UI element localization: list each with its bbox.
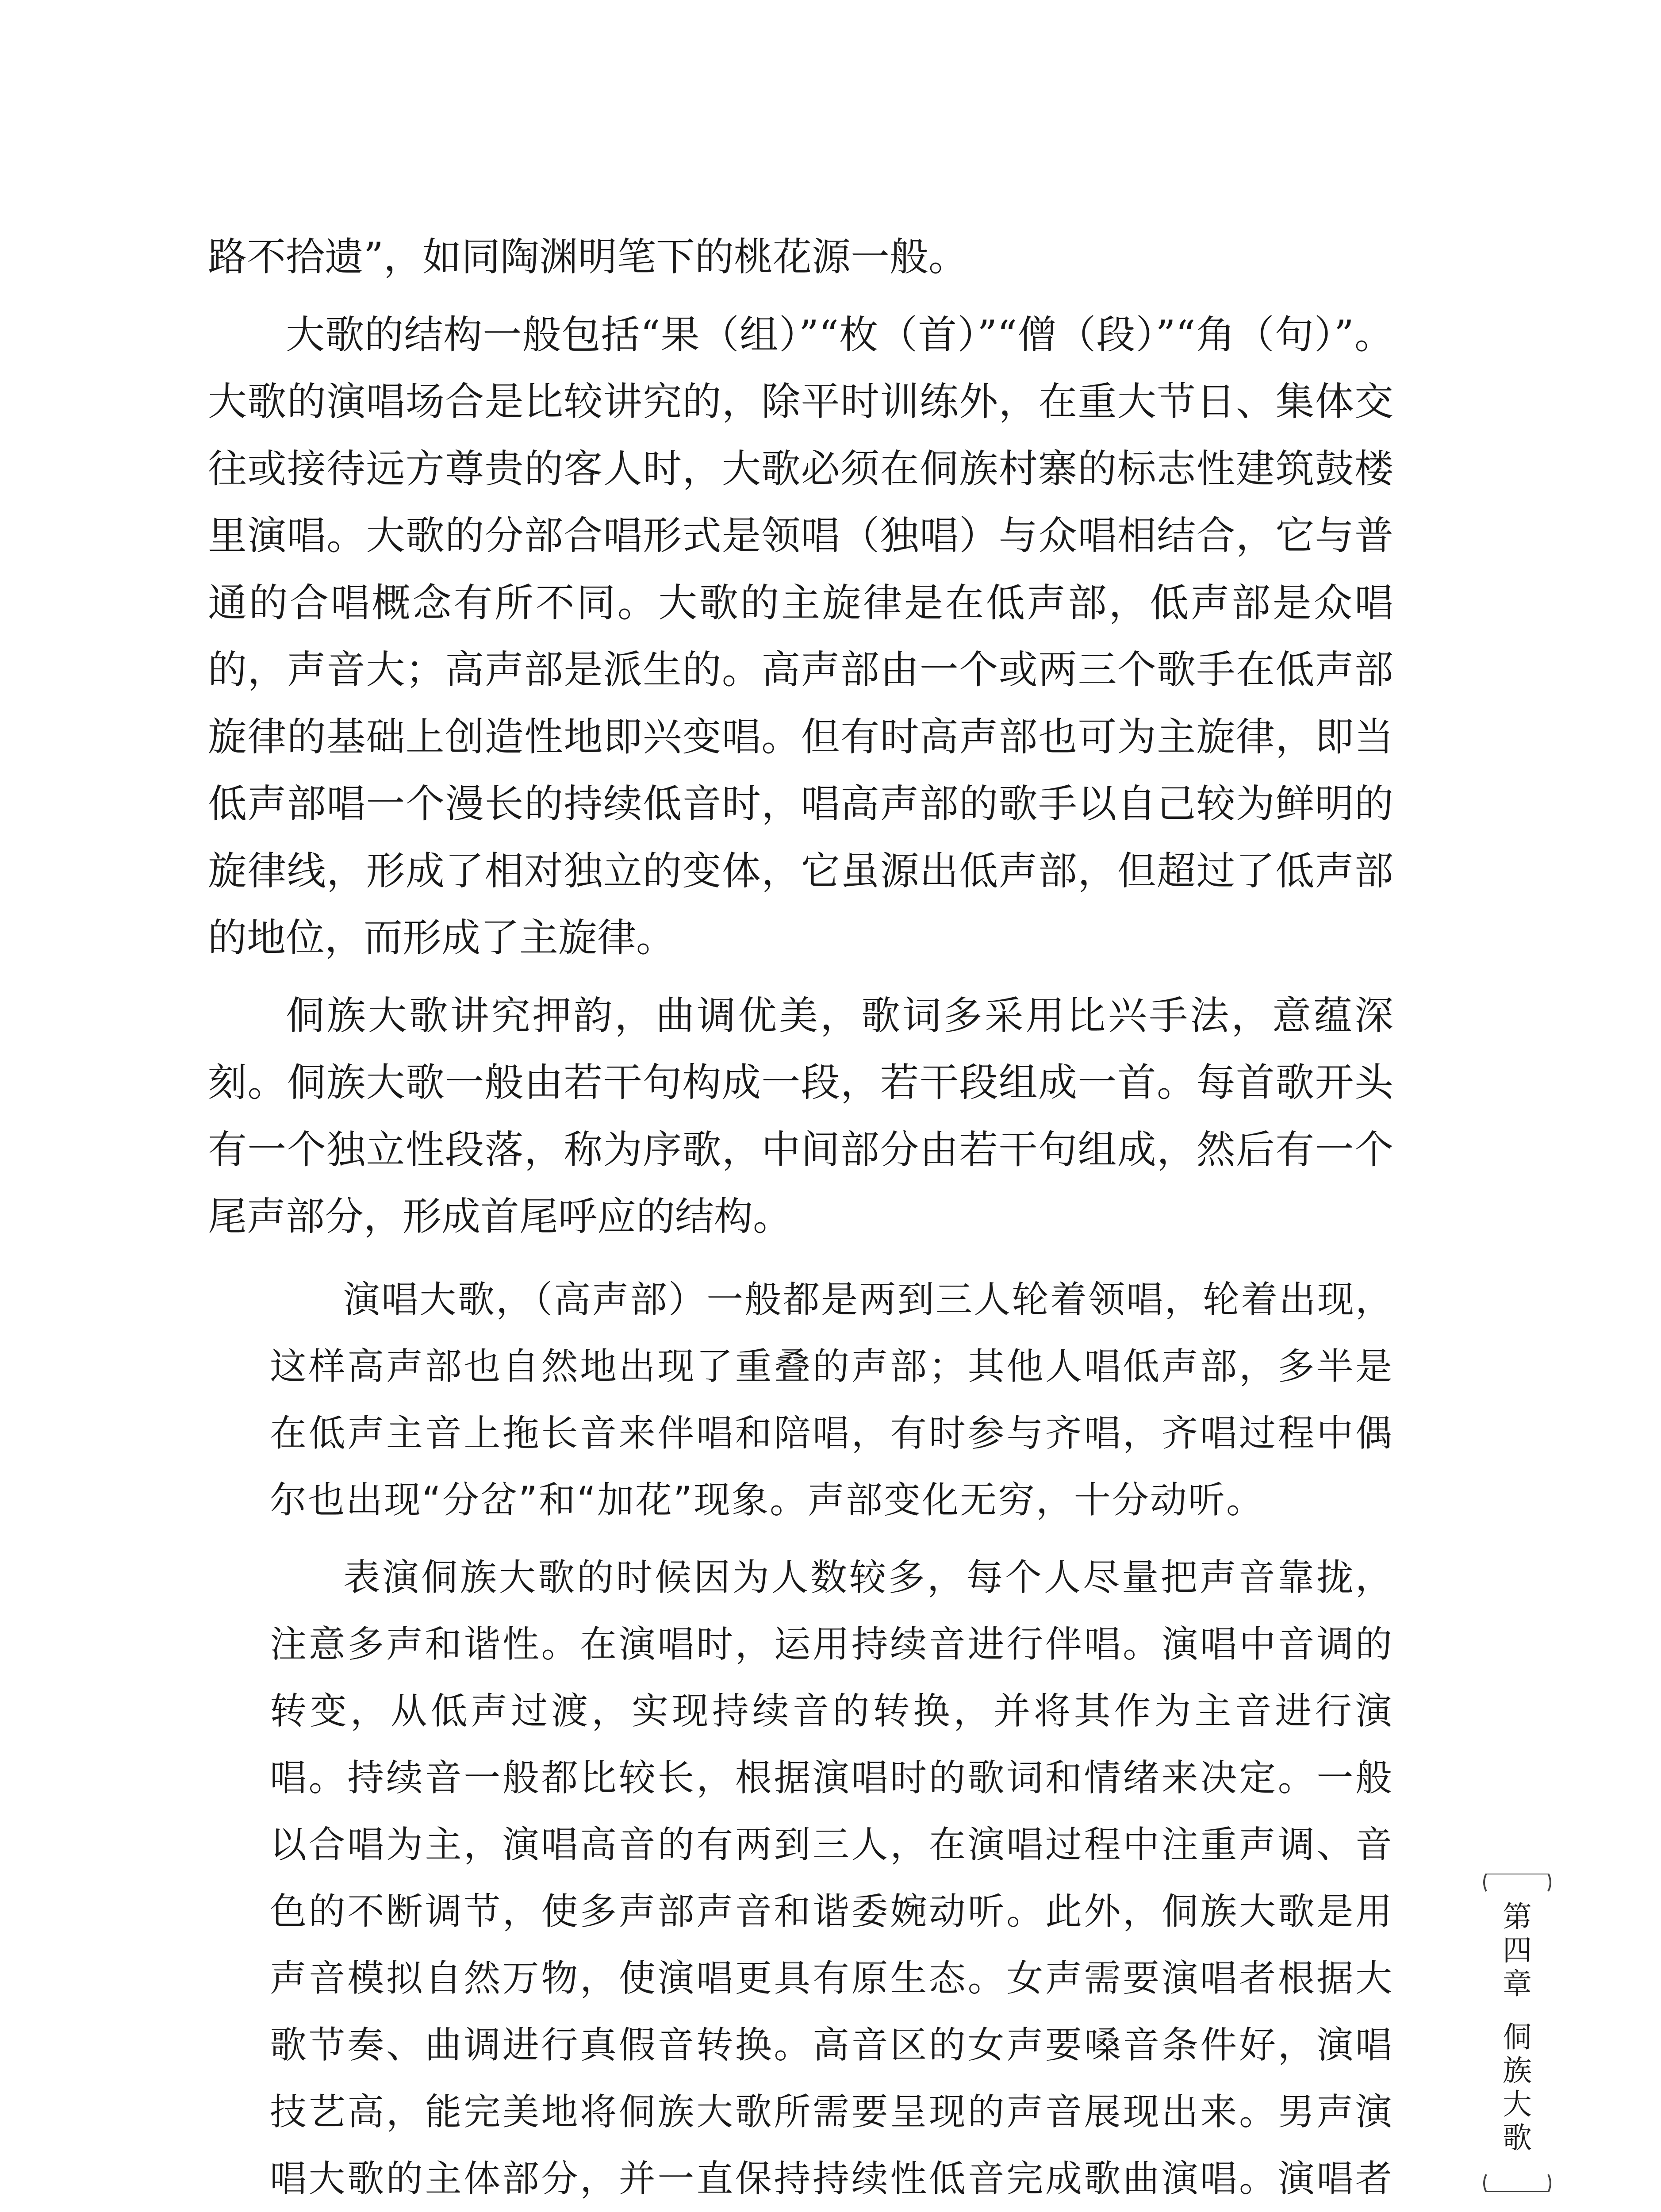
- block-quote: [208, 1266, 1393, 2212]
- body-text: [208, 223, 1393, 2212]
- chapter-label: [1497, 1900, 1537, 2155]
- paragraph: 路不拾遗”，如同陶渊明笔下的桃花源一般。: [208, 234, 967, 280]
- quote-paragraph: 表演侗族大歌的时候因为人数较多，每个人尽量把声音靠拢，注意多声和谐性。在演唱时，运用持续音进行伴唱。演唱中音调的转变，从低声过渡，实现持续音的转换，并将其作为主音进行演唱。持续音一般都比较长，根据演唱时的歌词和情绪来决定。一般以合唱为主，演唱高音的有两到三人，在演唱过程中注重声调、音色的不断调节，使多声部声音和谐委婉动听。此外，侗族大歌是用声音模拟自然万物，使演唱更具有原生态。女声需要演唱者根据大歌节奏、曲调进行真假音转换。高音区的女声要嗓音条件好，演唱技艺高，能完美地将侗族大歌所需要呈现的声音展现出来。男声演唱大歌的主体部分，并一直保持持续性低音完成歌曲演唱。演唱者: [270, 1555, 1393, 2200]
- chapter-marker: [1473, 1874, 1561, 2192]
- chapter-title: 侗 族 大 歌: [1503, 2020, 1532, 2155]
- paragraph: 侗族大歌讲究押韵，曲调优美，歌词多采用比兴手法，意蕴深刻。侗族大歌一般由若干句构成一段，若干段组成一首。每首歌开头有一个独立性段落，称为序歌，中间部分由若干句组成，然后有一个尾声部分，形成首尾呼应的结构。: [208, 992, 1393, 1239]
- quote-paragraph: 演唱大歌，（高声部）一般都是两到三人轮着领唱，轮着出现，这样高声部也自然地出现了重叠的声部；其他人唱低声部，多半是在低声主音上拖长音来伴唱和陪唱，有时参与齐唱，齐唱过程中偶尔也出现“分岔”和“加花”现象。声部变化无穷，十分动听。: [270, 1278, 1393, 1521]
- chapter-number: 第 四 章: [1503, 1900, 1532, 2001]
- paragraph: 大歌的结构一般包括“果（组）”“枚（首）”“僧（段）”“角（句）”。大歌的演唱场合是比较讲究的，除平时训练外，在重大节日、集体交往或接待远方尊贵的客人时，大歌必须在侗族村寨的标志性建筑鼓楼里演唱。大歌的分部合唱形式是领唱（独唱）与众唱相结合，它与普通的合唱概念有所不同。大歌的主旋律是在低声部，低声部是众唱的，声音大；高声部是派生的。高声部由一个或两三个歌手在低声部旋律的基础上创造性地即兴变唱。但有时高声部也可为主旋律，即当低声部唱一个漫长的持续低音时，唱高声部的歌手以自己较为鲜明的旋律线，形成了相对独立的变体，它虽源出低声部，但超过了低声部的地位，而形成了主旋律。: [208, 311, 1393, 960]
